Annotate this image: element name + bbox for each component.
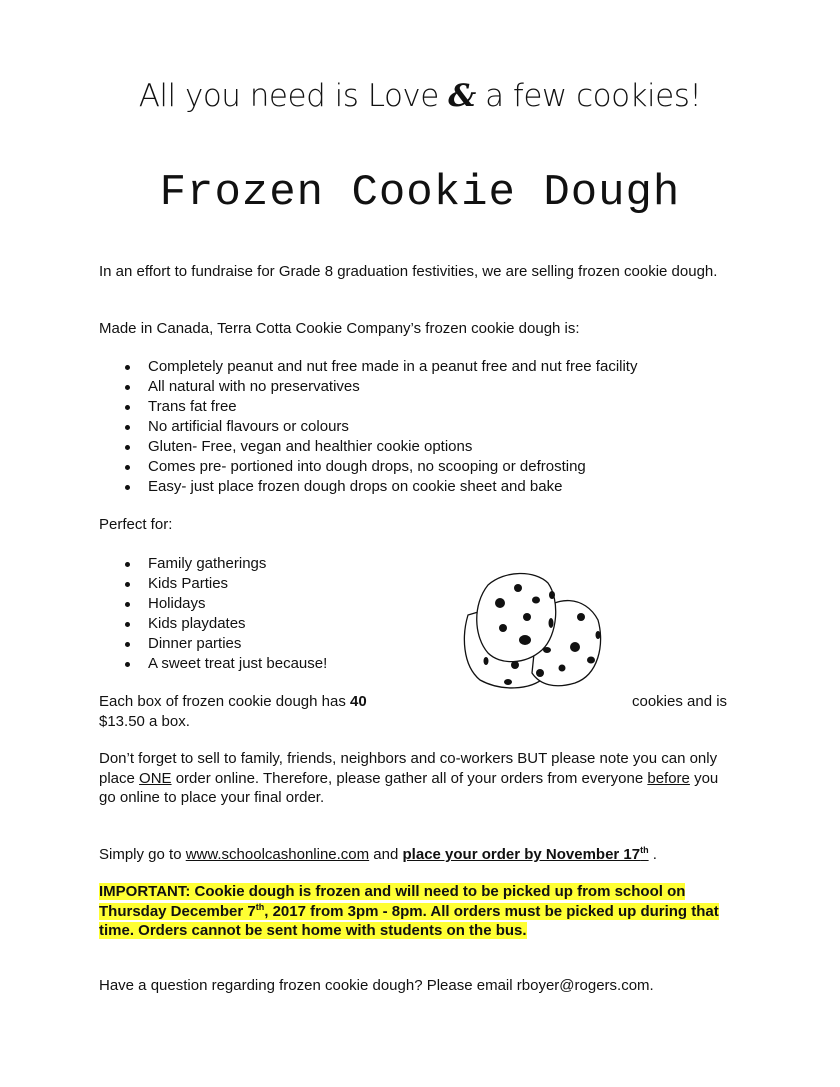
- list-item: No artificial flavours or colours: [99, 417, 749, 437]
- reminder-text-2: order online. Therefore, please gather all of your orders from everyone: [171, 769, 648, 787]
- order-paragraph: [99, 845, 749, 865]
- order-mid: and: [369, 846, 403, 863]
- list-item: Completely peanut and nut free made in a peanut free and nut free facility: [99, 357, 749, 377]
- reminder-text: Don’t forget to sell to family, friends, neighbors and co-workers BUT please note you can only place: [99, 750, 718, 787]
- order-prefix: Simply go to: [99, 846, 186, 863]
- reminder-one: ONE: [139, 769, 172, 787]
- slogan-text: All you need is Love: [138, 78, 439, 114]
- occasions-list: [99, 554, 749, 674]
- list-item: Kids Parties: [99, 574, 749, 594]
- reminder-before: before: [647, 769, 690, 787]
- list-item: Holidays: [99, 594, 749, 614]
- cookies-illustration: [460, 565, 610, 693]
- reminder-text-3: you go online to place your final order.: [99, 769, 719, 806]
- important-sup: th: [255, 901, 265, 912]
- intro-paragraph: In an effort to fundraise for Grade 8 graduation festivities, we are selling frozen cookie dough.: [99, 263, 718, 280]
- order-deadline-sup: th: [640, 845, 649, 855]
- list-item: Trans fat free: [99, 397, 749, 417]
- list-item: A sweet treat just because!: [99, 654, 749, 674]
- important-text: IMPORTANT: Cookie dough is frozen and will need to be picked up from school on Thursday December 7: [99, 883, 686, 920]
- box-suffix: cookies and is: [632, 693, 728, 710]
- slogan-ampersand: &: [448, 78, 476, 114]
- slogan-text-2: a few cookies!: [485, 78, 702, 114]
- box-count: 40: [350, 693, 367, 710]
- page-title: Frozen Cookie Dough: [159, 168, 681, 218]
- made-in-paragraph: Made in Canada, Terra Cotta Cookie Company’s frozen cookie dough is:: [99, 320, 580, 337]
- reminder-paragraph: [99, 749, 724, 808]
- box-price: $13.50 a box.: [99, 712, 190, 730]
- features-list: [99, 357, 749, 497]
- list-item: All natural with no preservatives: [99, 377, 749, 397]
- order-deadline: [403, 846, 649, 863]
- order-deadline-text: place your order by November 17: [402, 846, 641, 863]
- list-item: Gluten- Free, vegan and healthier cookie options: [99, 437, 749, 457]
- list-item: Kids playdates: [99, 614, 749, 634]
- slogan: [0, 78, 840, 114]
- contact-paragraph: Have a question regarding frozen cookie dough? Please email rboyer@rogers.com.: [99, 977, 654, 994]
- important-text-2: , 2017 from 3pm - 8pm. All orders must be picked up during that time. Orders cannot be sent home with students on the bus.: [99, 902, 719, 939]
- important-notice: [99, 882, 729, 941]
- perfect-for-label: Perfect for:: [99, 516, 173, 533]
- list-item: Easy- just place frozen dough drops on cookie sheet and bake: [99, 477, 749, 497]
- order-link[interactable]: www.schoolcashonline.com: [185, 846, 370, 863]
- order-end: .: [648, 846, 657, 863]
- box-prefix: Each box of frozen cookie dough has: [99, 693, 351, 710]
- list-item: Dinner parties: [99, 634, 749, 654]
- list-item: Comes pre- portioned into dough drops, no scooping or defrosting: [99, 457, 749, 477]
- list-item: Family gatherings: [99, 554, 749, 574]
